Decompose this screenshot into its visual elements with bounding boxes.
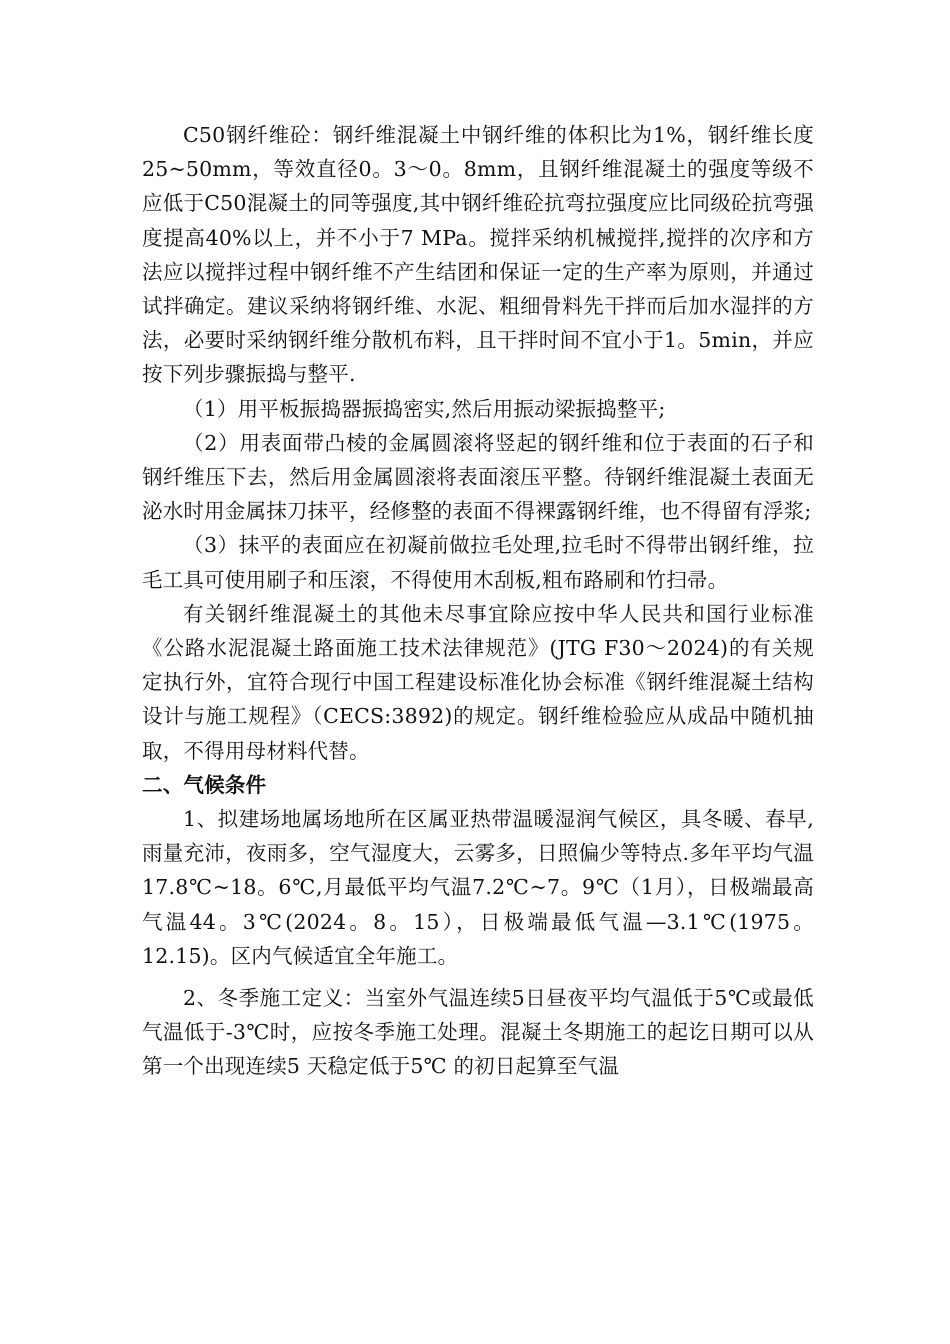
- document-page: [142, 118, 814, 1084]
- paragraph-step-1: （1）用平板振捣器振捣密实,然后用振动梁振捣整平;: [183, 396, 666, 421]
- section-heading-climate: 二、气候条件: [142, 772, 267, 797]
- paragraph-step-3: （3）抹平的表面应在初凝前做拉毛处理,拉毛时不得带出钢纤维，拉毛工具可使用刷子和压滚，不得使用木刮板,粗布路刷和竹扫帚。: [142, 533, 814, 592]
- paragraph-standards: 有关钢纤维混凝土的其他未尽事宜除应按中华人民共和国行业标准《公路水泥混凝土路面施工技术法律规范》(JTG F30～2024)的有关规定执行外，宜符合现行中国工程建设标准化协会标准《钢纤维混凝土结构设计与施工规程》（CECS:3892)的规定。钢纤维检验应从成品中随机抽取，不得用母材料代替。: [142, 601, 814, 763]
- paragraph-climate-2: 2、冬季施工定义：当室外气温连续5日昼夜平均气温低于5℃或最低气温低于-3℃时，应按冬季施工处理。混凝土冬期施工的起讫日期可以从第一个出现连续5 天稳定低于5℃ 的初日起算至气温: [142, 986, 814, 1079]
- paragraph-steel-fiber-concrete: C50钢纤维砼：钢纤维混凝土中钢纤维的体积比为1%，钢纤维长度25~50mm，等效直径0。3～0。8mm，且钢纤维混凝土的强度等级不应低于C50混凝土的同等强度,其中钢纤维砼抗弯拉强度应比同级砼抗弯强度提高40%以上，并不小于7 MPa。搅拌采纳机械搅拌,搅拌的次序和方法应以搅拌过程中钢纤维不产生结团和保证一定的生产率为原则，并通过试拌确定。建议采纳将钢纤维、水泥、粗细骨料先干拌而后加水湿拌的方法，必要时采纳钢纤维分散机布料，且干拌时间不宜小于1。5min，并应按下列步骤振捣与整平.: [142, 123, 814, 387]
- paragraph-step-2: （2）用表面带凸棱的金属圆滚将竖起的钢纤维和位于表面的石子和钢纤维压下去，然后用金属圆滚将表面滚压平整。待钢纤维混凝土表面无泌水时用金属抹刀抹平，经修整的表面不得裸露钢纤维，也不得留有浮浆;: [142, 430, 814, 524]
- paragraph-climate-1: 1、拟建场地属场地所在区属亚热带温暖湿润气候区，具冬暖、春早,雨量充沛，夜雨多，空气湿度大，云雾多，日照偏少等特点.多年平均气温17.8℃~18。6℃,月最低平均气温7.2℃~7。9℃（1月），日极端最高气温44。3℃(2024。8。15），日极端最低气温—3.1℃(1975。12.15)。区内气候适宜全年施工。: [142, 807, 814, 968]
